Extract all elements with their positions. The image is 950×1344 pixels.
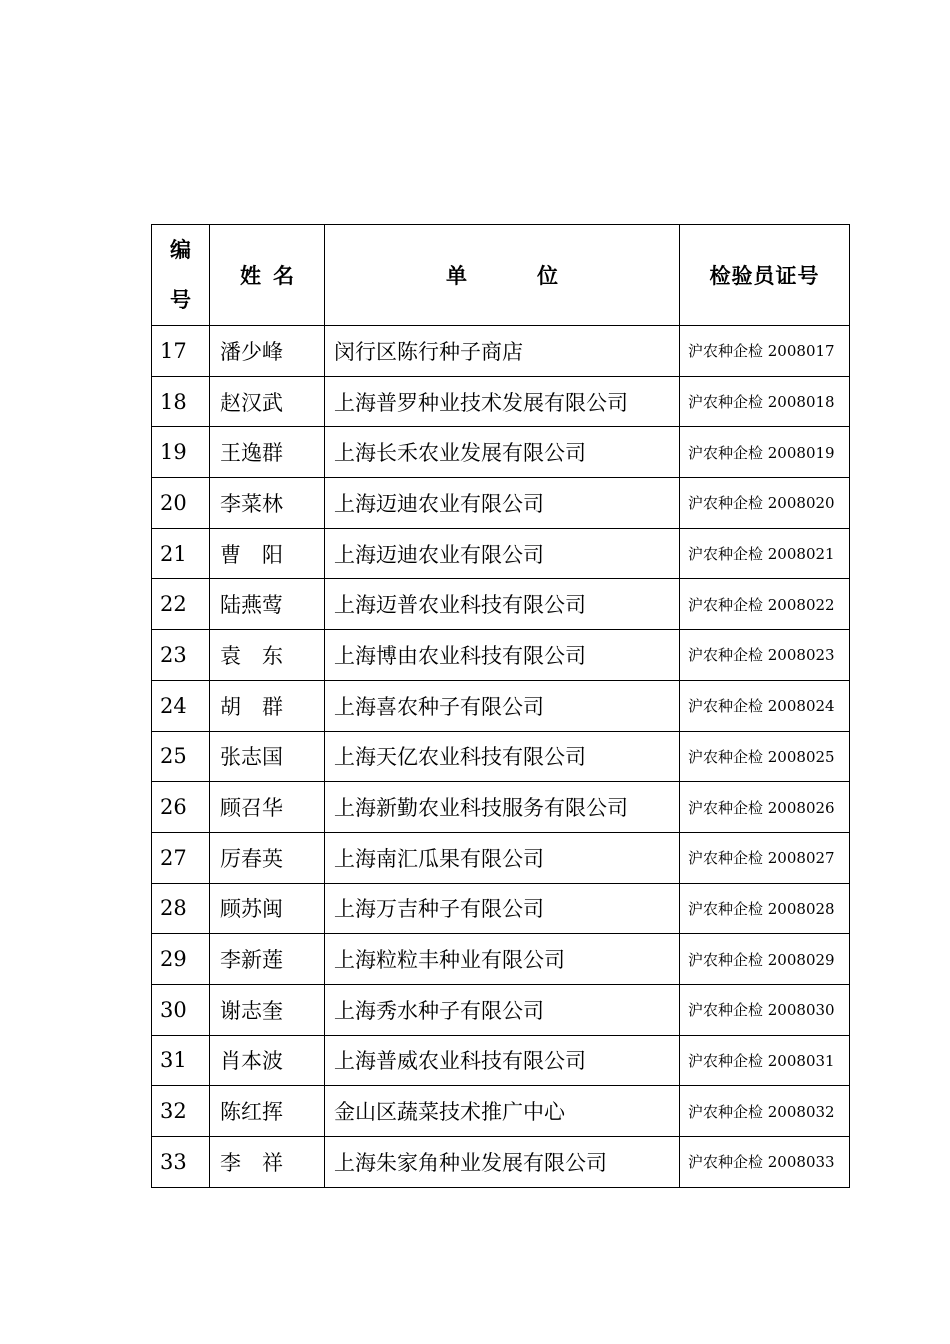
table-row bbox=[152, 528, 850, 579]
row-number-cell: 21 bbox=[152, 528, 210, 579]
row-name-cell: 潘少峰 bbox=[210, 326, 325, 377]
row-number-cell: 19 bbox=[152, 427, 210, 478]
row-unit-cell: 上海长禾农业发展有限公司 bbox=[325, 427, 680, 478]
row-cert-cell: 沪农种企检 2008027 bbox=[680, 832, 850, 883]
row-unit-cell: 上海万吉种子有限公司 bbox=[325, 883, 680, 934]
row-name-cell: 顾召华 bbox=[210, 782, 325, 833]
row-cert-cell: 沪农种企检 2008025 bbox=[680, 731, 850, 782]
row-cert-cell: 沪农种企检 2008028 bbox=[680, 883, 850, 934]
row-number-cell: 32 bbox=[152, 1086, 210, 1137]
row-number-cell: 30 bbox=[152, 984, 210, 1035]
header-unit: 单位 bbox=[325, 225, 680, 326]
row-name-cell: 袁东 bbox=[210, 630, 325, 681]
table-row bbox=[152, 478, 850, 529]
row-cert-cell: 沪农种企检 2008018 bbox=[680, 376, 850, 427]
table-row bbox=[152, 984, 850, 1035]
row-cert-cell: 沪农种企检 2008026 bbox=[680, 782, 850, 833]
table-row bbox=[152, 1137, 850, 1188]
table-row bbox=[152, 934, 850, 985]
row-name-cell: 顾苏闽 bbox=[210, 883, 325, 934]
table-row bbox=[152, 427, 850, 478]
row-number-cell: 22 bbox=[152, 579, 210, 630]
row-name-cell: 赵汉武 bbox=[210, 376, 325, 427]
row-cert-cell: 沪农种企检 2008024 bbox=[680, 680, 850, 731]
table-row bbox=[152, 680, 850, 731]
row-cert-cell: 沪农种企检 2008031 bbox=[680, 1035, 850, 1086]
row-name-cell: 王逸群 bbox=[210, 427, 325, 478]
row-number-cell: 17 bbox=[152, 326, 210, 377]
row-unit-cell: 上海喜农种子有限公司 bbox=[325, 680, 680, 731]
row-number-cell: 20 bbox=[152, 478, 210, 529]
row-cert-cell: 沪农种企检 2008021 bbox=[680, 528, 850, 579]
row-cert-cell: 沪农种企检 2008023 bbox=[680, 630, 850, 681]
table-row bbox=[152, 376, 850, 427]
row-name-cell: 厉春英 bbox=[210, 832, 325, 883]
row-unit-cell: 上海迈普农业科技有限公司 bbox=[325, 579, 680, 630]
row-name-cell: 陈红挥 bbox=[210, 1086, 325, 1137]
row-unit-cell: 上海粒粒丰种业有限公司 bbox=[325, 934, 680, 985]
row-number-cell: 27 bbox=[152, 832, 210, 883]
header-number-label: 编号 bbox=[170, 238, 191, 312]
row-unit-cell: 闵行区陈行种子商店 bbox=[325, 326, 680, 377]
header-name: 姓名 bbox=[210, 225, 325, 326]
roster-body bbox=[152, 326, 850, 1188]
row-number-cell: 25 bbox=[152, 731, 210, 782]
table-row bbox=[152, 883, 850, 934]
row-unit-cell: 上海秀水种子有限公司 bbox=[325, 984, 680, 1035]
row-unit-cell: 上海迈迪农业有限公司 bbox=[325, 478, 680, 529]
row-unit-cell: 上海天亿农业科技有限公司 bbox=[325, 731, 680, 782]
header-number bbox=[152, 225, 210, 326]
row-unit-cell: 上海普威农业科技有限公司 bbox=[325, 1035, 680, 1086]
row-cert-cell: 沪农种企检 2008033 bbox=[680, 1137, 850, 1188]
table-row bbox=[152, 1086, 850, 1137]
row-number-cell: 26 bbox=[152, 782, 210, 833]
row-number-cell: 24 bbox=[152, 680, 210, 731]
table-row bbox=[152, 630, 850, 681]
row-cert-cell: 沪农种企检 2008019 bbox=[680, 427, 850, 478]
row-name-cell: 谢志奎 bbox=[210, 984, 325, 1035]
inspector-roster-table bbox=[151, 224, 850, 1188]
row-cert-cell: 沪农种企检 2008030 bbox=[680, 984, 850, 1035]
row-cert-cell: 沪农种企检 2008022 bbox=[680, 579, 850, 630]
row-number-cell: 18 bbox=[152, 376, 210, 427]
table-row bbox=[152, 731, 850, 782]
row-unit-cell: 上海新勤农业科技服务有限公司 bbox=[325, 782, 680, 833]
row-unit-cell: 上海普罗种业技术发展有限公司 bbox=[325, 376, 680, 427]
table-row bbox=[152, 579, 850, 630]
row-number-cell: 28 bbox=[152, 883, 210, 934]
table-row bbox=[152, 326, 850, 377]
row-unit-cell: 上海迈迪农业有限公司 bbox=[325, 528, 680, 579]
row-unit-cell: 上海朱家角种业发展有限公司 bbox=[325, 1137, 680, 1188]
row-cert-cell: 沪农种企检 2008017 bbox=[680, 326, 850, 377]
row-name-cell: 胡群 bbox=[210, 680, 325, 731]
row-name-cell: 李菜林 bbox=[210, 478, 325, 529]
row-number-cell: 23 bbox=[152, 630, 210, 681]
row-number-cell: 33 bbox=[152, 1137, 210, 1188]
row-unit-cell: 金山区蔬菜技术推广中心 bbox=[325, 1086, 680, 1137]
row-unit-cell: 上海博由农业科技有限公司 bbox=[325, 630, 680, 681]
table-row bbox=[152, 1035, 850, 1086]
row-cert-cell: 沪农种企检 2008029 bbox=[680, 934, 850, 985]
row-unit-cell: 上海南汇瓜果有限公司 bbox=[325, 832, 680, 883]
row-name-cell: 曹阳 bbox=[210, 528, 325, 579]
row-name-cell: 李祥 bbox=[210, 1137, 325, 1188]
row-cert-cell: 沪农种企检 2008020 bbox=[680, 478, 850, 529]
row-name-cell: 肖本波 bbox=[210, 1035, 325, 1086]
row-name-cell: 张志国 bbox=[210, 731, 325, 782]
table-row bbox=[152, 832, 850, 883]
row-number-cell: 29 bbox=[152, 934, 210, 985]
row-cert-cell: 沪农种企检 2008032 bbox=[680, 1086, 850, 1137]
row-name-cell: 李新莲 bbox=[210, 934, 325, 985]
header-cert-number: 检验员证号 bbox=[680, 225, 850, 326]
table-row bbox=[152, 782, 850, 833]
row-name-cell: 陆燕莺 bbox=[210, 579, 325, 630]
row-number-cell: 31 bbox=[152, 1035, 210, 1086]
header-row bbox=[152, 225, 850, 326]
